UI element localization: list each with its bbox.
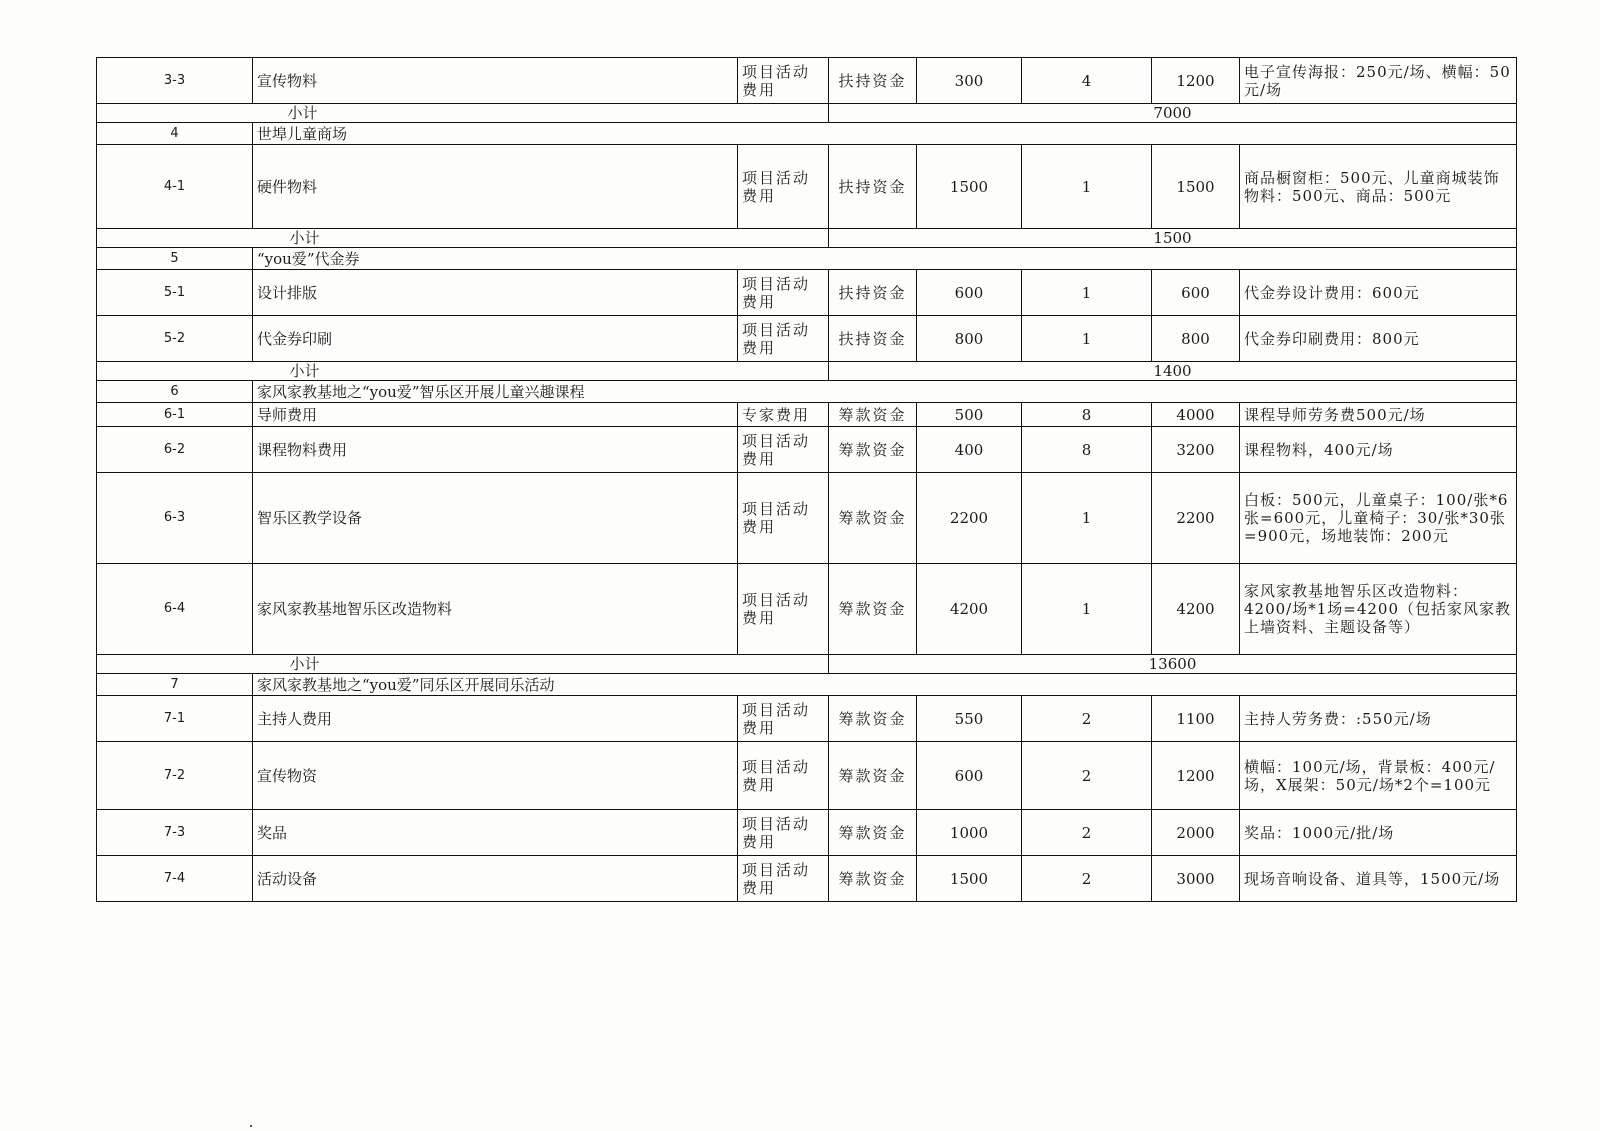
- quantity: 1: [1022, 316, 1152, 362]
- subtotal-row: [97, 655, 1517, 674]
- item-name: 课程物料费用: [253, 427, 738, 473]
- note: 奖品：1000元/批/场: [1240, 810, 1517, 856]
- total-amount: 4200: [1152, 564, 1240, 655]
- expense-type: 专家费用: [738, 403, 829, 427]
- item-name: 智乐区教学设备: [253, 473, 738, 564]
- table-row: [97, 742, 1517, 810]
- quantity: 1: [1022, 473, 1152, 564]
- note: 现场音响设备、道具等，1500元/场: [1240, 856, 1517, 902]
- table-row: [97, 427, 1517, 473]
- expense-type: 项目活动费用: [738, 270, 829, 316]
- item-number: 5-1: [97, 270, 253, 316]
- subtotal-label: 小计: [97, 229, 829, 248]
- fund-source: 扶持资金: [829, 270, 917, 316]
- subtotal-label: 小计: [97, 362, 829, 381]
- item-name: 设计排版: [253, 270, 738, 316]
- group-header-row: [97, 248, 1517, 270]
- item-number: 7-4: [97, 856, 253, 902]
- note: 商品橱窗柜：500元、儿童商城装饰物料：500元、商品：500元: [1240, 145, 1517, 229]
- total-amount: 3200: [1152, 427, 1240, 473]
- scan-speck: [250, 1125, 252, 1127]
- note: 代金券印刷费用：800元: [1240, 316, 1517, 362]
- subtotal-row: [97, 229, 1517, 248]
- group-header-row: [97, 381, 1517, 403]
- unit-price: 2200: [917, 473, 1022, 564]
- fund-source: 扶持资金: [829, 316, 917, 362]
- quantity: 1: [1022, 564, 1152, 655]
- item-name: 家风家教基地智乐区改造物料: [253, 564, 738, 655]
- group-title: 家风家教基地之“you爱”同乐区开展同乐活动: [253, 674, 1517, 696]
- quantity: 2: [1022, 696, 1152, 742]
- item-number: 7-3: [97, 810, 253, 856]
- total-amount: 4000: [1152, 403, 1240, 427]
- note: 课程物料，400元/场: [1240, 427, 1517, 473]
- fund-source: 筹款资金: [829, 810, 917, 856]
- item-name: 奖品: [253, 810, 738, 856]
- quantity: 1: [1022, 145, 1152, 229]
- unit-price: 600: [917, 742, 1022, 810]
- unit-price: 1500: [917, 856, 1022, 902]
- note: 课程导师劳务费500元/场: [1240, 403, 1517, 427]
- subtotal-label: 小计: [97, 655, 829, 674]
- expense-type: 项目活动费用: [738, 427, 829, 473]
- group-header-row: [97, 123, 1517, 145]
- expense-type: 项目活动费用: [738, 742, 829, 810]
- group-title: “you爱”代金券: [253, 248, 1517, 270]
- total-amount: 2000: [1152, 810, 1240, 856]
- expense-type: 项目活动费用: [738, 145, 829, 229]
- item-number: 5-2: [97, 316, 253, 362]
- total-amount: 1200: [1152, 58, 1240, 104]
- subtotal-row: [97, 362, 1517, 381]
- group-title: 世埠儿童商场: [253, 123, 1517, 145]
- fund-source: 筹款资金: [829, 564, 917, 655]
- item-number: 6-2: [97, 427, 253, 473]
- quantity: 1: [1022, 270, 1152, 316]
- item-name: 宣传物料: [253, 58, 738, 104]
- group-number: 4: [97, 123, 253, 145]
- subtotal-value: 1500: [829, 229, 1517, 248]
- fund-source: 筹款资金: [829, 742, 917, 810]
- expense-type: 项目活动费用: [738, 856, 829, 902]
- group-number: 5: [97, 248, 253, 270]
- note: 家风家教基地智乐区改造物料：4200/场*1场=4200（包括家风家教上墙资料、主题设备等）: [1240, 564, 1517, 655]
- quantity: 4: [1022, 58, 1152, 104]
- note: 横幅：100元/场，背景板：400元/场，X展架：50元/场*2个=100元: [1240, 742, 1517, 810]
- total-amount: 1100: [1152, 696, 1240, 742]
- table-row: [97, 403, 1517, 427]
- item-name: 硬件物料: [253, 145, 738, 229]
- note: 主持人劳务费：:550元/场: [1240, 696, 1517, 742]
- note: 白板：500元，儿童桌子：100/张*6张=600元，儿童椅子：30/张*30张=900元，场地装饰：200元: [1240, 473, 1517, 564]
- group-title: 家风家教基地之“you爱”智乐区开展儿童兴趣课程: [253, 381, 1517, 403]
- quantity: 2: [1022, 742, 1152, 810]
- group-number: 6: [97, 381, 253, 403]
- quantity: 8: [1022, 403, 1152, 427]
- quantity: 2: [1022, 810, 1152, 856]
- total-amount: 1200: [1152, 742, 1240, 810]
- fund-source: 筹款资金: [829, 403, 917, 427]
- table-row: [97, 270, 1517, 316]
- expense-type: 项目活动费用: [738, 58, 829, 104]
- expense-type: 项目活动费用: [738, 696, 829, 742]
- unit-price: 600: [917, 270, 1022, 316]
- quantity: 2: [1022, 856, 1152, 902]
- fund-source: 扶持资金: [829, 145, 917, 229]
- item-name: 导师费用: [253, 403, 738, 427]
- table-row: [97, 856, 1517, 902]
- table-row: [97, 564, 1517, 655]
- unit-price: 800: [917, 316, 1022, 362]
- table-row: [97, 810, 1517, 856]
- group-number: 7: [97, 674, 253, 696]
- unit-price: 4200: [917, 564, 1022, 655]
- unit-price: 500: [917, 403, 1022, 427]
- subtotal-value: 1400: [829, 362, 1517, 381]
- note: 电子宣传海报：250元/场、横幅：50元/场: [1240, 58, 1517, 104]
- unit-price: 1500: [917, 145, 1022, 229]
- subtotal-label: 小计: [97, 104, 829, 123]
- fund-source: 筹款资金: [829, 473, 917, 564]
- item-number: 7-2: [97, 742, 253, 810]
- expense-type: 项目活动费用: [738, 810, 829, 856]
- item-number: 6-3: [97, 473, 253, 564]
- fund-source: 筹款资金: [829, 696, 917, 742]
- item-number: 4-1: [97, 145, 253, 229]
- subtotal-row: [97, 104, 1517, 123]
- fund-source: 筹款资金: [829, 427, 917, 473]
- quantity: 8: [1022, 427, 1152, 473]
- table-row: [97, 58, 1517, 104]
- item-number: 7-1: [97, 696, 253, 742]
- group-header-row: [97, 674, 1517, 696]
- item-number: 6-4: [97, 564, 253, 655]
- table-row: [97, 696, 1517, 742]
- unit-price: 400: [917, 427, 1022, 473]
- total-amount: 800: [1152, 316, 1240, 362]
- item-number: 3-3: [97, 58, 253, 104]
- budget-table: [96, 57, 1517, 902]
- total-amount: 600: [1152, 270, 1240, 316]
- subtotal-value: 7000: [829, 104, 1517, 123]
- item-name: 宣传物资: [253, 742, 738, 810]
- fund-source: 筹款资金: [829, 856, 917, 902]
- unit-price: 550: [917, 696, 1022, 742]
- expense-type: 项目活动费用: [738, 564, 829, 655]
- expense-type: 项目活动费用: [738, 316, 829, 362]
- fund-source: 扶持资金: [829, 58, 917, 104]
- unit-price: 1000: [917, 810, 1022, 856]
- total-amount: 1500: [1152, 145, 1240, 229]
- item-name: 主持人费用: [253, 696, 738, 742]
- unit-price: 300: [917, 58, 1022, 104]
- expense-type: 项目活动费用: [738, 473, 829, 564]
- item-number: 6-1: [97, 403, 253, 427]
- table-row: [97, 316, 1517, 362]
- note: 代金券设计费用：600元: [1240, 270, 1517, 316]
- table-row: [97, 145, 1517, 229]
- table-row: [97, 473, 1517, 564]
- total-amount: 3000: [1152, 856, 1240, 902]
- subtotal-value: 13600: [829, 655, 1517, 674]
- total-amount: 2200: [1152, 473, 1240, 564]
- item-name: 活动设备: [253, 856, 738, 902]
- item-name: 代金券印刷: [253, 316, 738, 362]
